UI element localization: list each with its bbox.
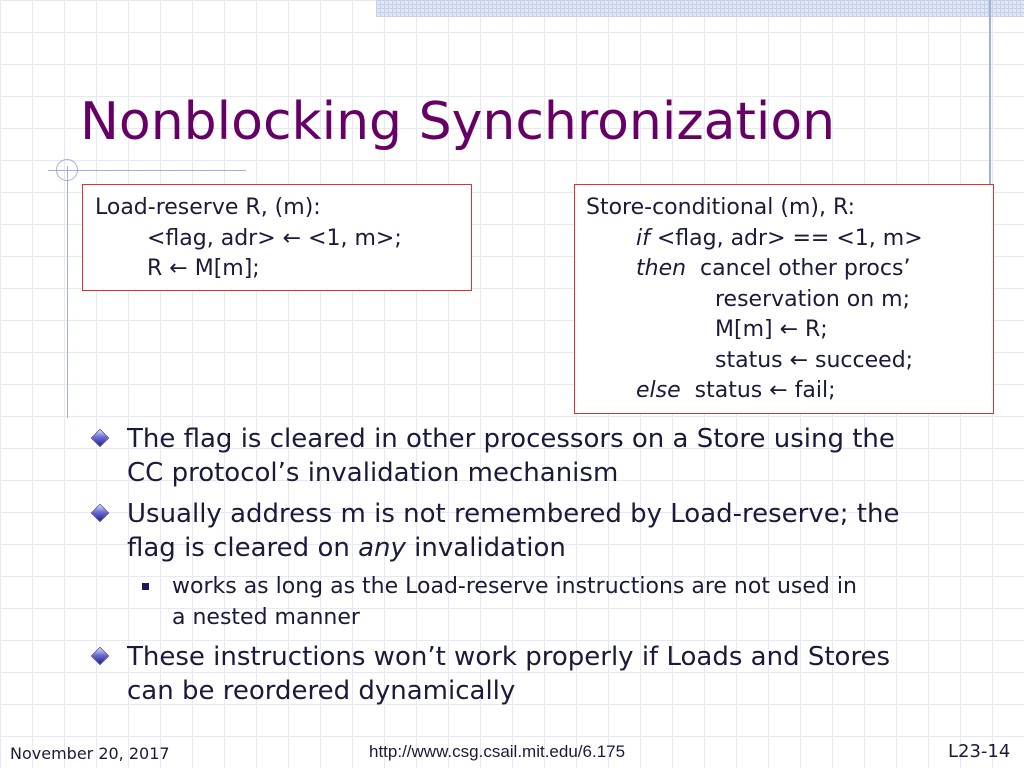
else-action: status ← fail; [680,378,836,403]
load-reserve-box [82,184,472,291]
store-conditional-box [574,184,994,414]
footer-date: November 20, 2017 [10,744,170,763]
if-keyword: if [636,225,650,251]
store-conditional-line-4: reservation on m; [715,286,911,312]
store-conditional-line-6: status ← succeed; [715,347,914,373]
bullet-2-emphasis: any [358,533,406,563]
sub-bullet-line-2: a nested manner [172,605,360,630]
store-conditional-else-line [586,376,993,407]
bullet-1-line-2: CC protocol’s invalidation mechanism [127,458,619,488]
decorative-circle [56,159,78,181]
decorative-vertical-line-right [989,0,991,190]
bullet-3-line-2: can be reordered dynamically [127,676,516,706]
slide-title: Nonblocking Synchronization [80,92,836,152]
sub-bullet-line-1: works as long as the Load-reserve instructions are not used in [172,574,857,599]
slide-number: L23-14 [948,741,1011,762]
store-conditional-line-5: M[m] ← R; [715,317,828,342]
load-reserve-line-3: R ← M[m]; [147,256,260,281]
then-action: cancel other procs’ [686,256,911,281]
square-bullet-icon [142,583,149,590]
footer-url: http://www.csg.csail.mit.edu/6.175 [369,742,626,761]
decorative-vertical-line-left [67,166,68,418]
bullet-1-line-1: The flag is cleared in other processors on a Store using the [127,424,895,454]
load-reserve-line-2: <flag, adr> ← <1, m>; [147,225,402,251]
load-reserve-line-1: Load-reserve R, (m): [95,195,321,220]
bullet-2-line-2-end: invalidation [405,533,566,563]
bullet-2-line-2 [127,531,997,565]
diamond-bullet-icon [92,430,108,446]
store-conditional-line-1: Store-conditional (m), R: [586,195,855,220]
bullet-3-line-1: These instructions won’t work properly if Loads and Stores [127,642,891,672]
top-decoration-bar [376,0,1024,17]
bullet-2-line-1: Usually address m is not remembered by Load-reserve; the [127,499,900,529]
diamond-bullet-icon [92,505,108,521]
store-conditional-if-line [586,224,993,255]
if-condition: <flag, adr> == <1, m> [649,225,923,251]
store-conditional-then-line [586,254,993,285]
else-keyword: else [636,378,681,403]
diamond-bullet-icon [92,648,108,664]
then-keyword: then [636,256,687,281]
bullet-2-line-2-start: flag is cleared on [127,533,359,563]
